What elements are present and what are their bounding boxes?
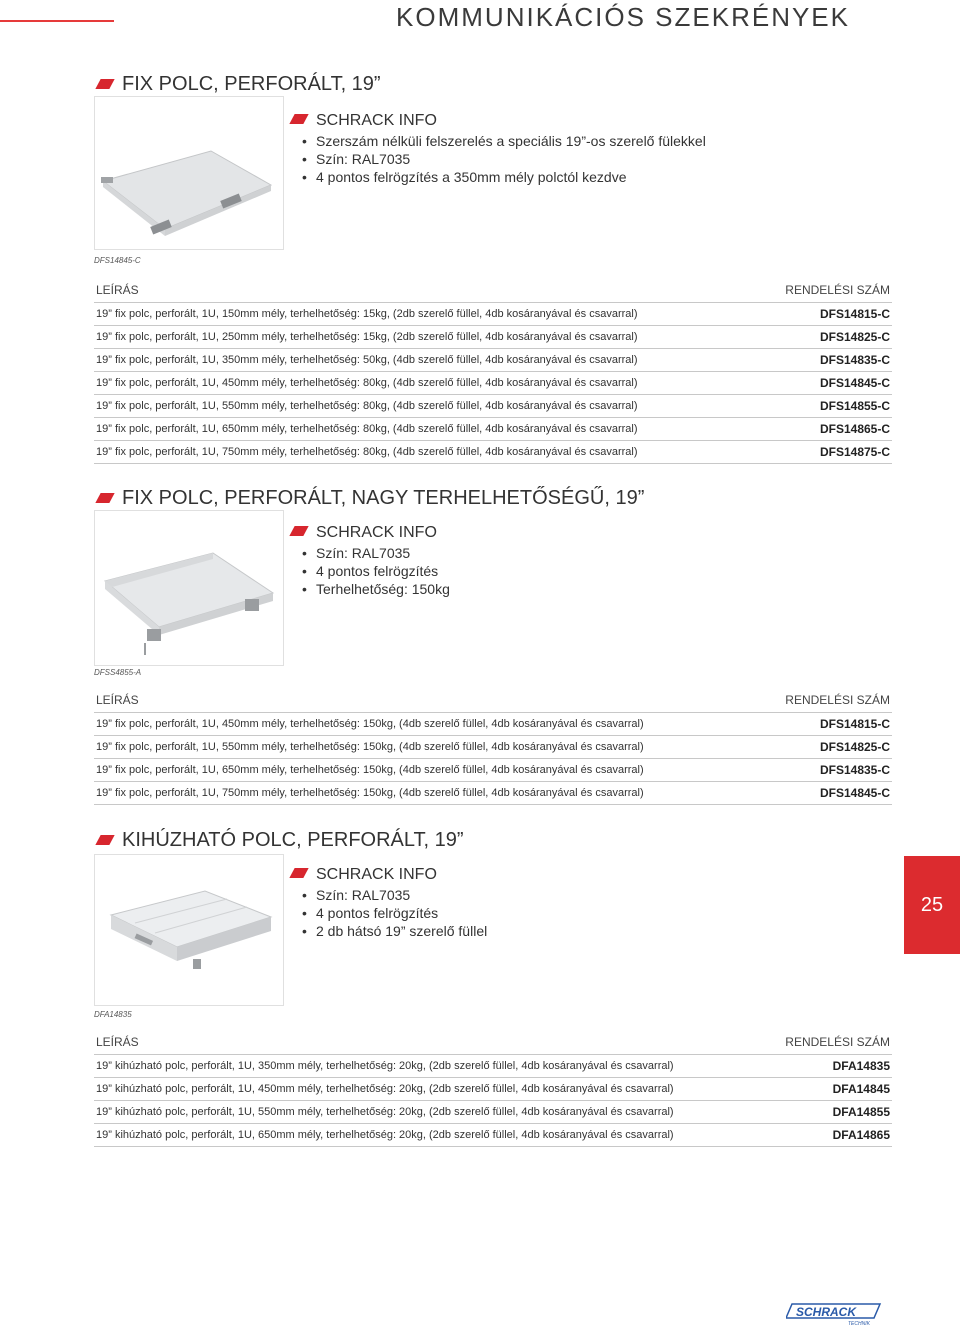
table-row: 19” kihúzható polc, perforált, 1U, 550mm mély, terhelhetőség: 20kg, (2db szerelő füllel, 4db kosáranyával és csavarral) DFA14855: [94, 1101, 892, 1124]
table-row: 19” fix polc, perforált, 1U, 750mm mély, terhelhetőség: 150kg, (4db szerelő füllel, 4db kosáranyával és csavarral) DFS14845-C: [94, 782, 892, 805]
image-caption: DFSS4855-A: [94, 668, 142, 677]
section-fix-polc: [94, 72, 892, 466]
section-title: FIX POLC, PERFORÁLT, 19”: [94, 72, 381, 96]
table-header: [94, 688, 892, 713]
top-accent-line: [0, 20, 114, 22]
page-title: KOMMUNIKÁCIÓS SZEKRÉNYEK: [396, 2, 850, 32]
bullet-mark-icon: [289, 526, 308, 536]
bullet-mark-icon: [95, 79, 114, 89]
table-row: 19” fix polc, perforált, 1U, 150mm mély, terhelhetőség: 15kg, (2db szerelő füllel, 4db kosáranyával és csavarral) DFS14815-C: [94, 303, 892, 326]
list-item: • Szín: RAL7035: [294, 886, 487, 904]
svg-text:TECHNIK: TECHNIK: [848, 1321, 870, 1326]
schrack-info: SCHRACK INFO • Szín: RAL7035 • 4 pontos felrögzítés • Terhelhetőség: 150kg: [294, 522, 450, 598]
table-header: [94, 1030, 892, 1055]
table-row: 19” kihúzható polc, perforált, 1U, 350mm mély, terhelhetőség: 20kg, (2db szerelő füllel, 4db kosáranyával és csavarral) DFA14835: [94, 1055, 892, 1078]
bullet-mark-icon: [95, 493, 114, 503]
list-item: • Szín: RAL7035: [294, 544, 450, 562]
table-row: 19” fix polc, perforált, 1U, 750mm mély, terhelhetőség: 80kg, (4db szerelő füllel, 4db kosáranyával és csavarral) DFS14875-C: [94, 441, 892, 464]
product-table: [94, 1030, 892, 1147]
table-row: 19” fix polc, perforált, 1U, 550mm mély, terhelhetőség: 80kg, (4db szerelő füllel, 4db kosáranyával és csavarral) DFS14855-C: [94, 395, 892, 418]
table-row: 19” fix polc, perforált, 1U, 350mm mély, terhelhetőség: 50kg, (4db szerelő füllel, 4db kosáranyával és csavarral) DFS14835-C: [94, 349, 892, 372]
list-item: • Szín: RAL7035: [294, 150, 706, 168]
bullet-mark-icon: [289, 868, 308, 878]
table-row: 19” fix polc, perforált, 1U, 450mm mély, terhelhetőség: 80kg, (4db szerelő füllel, 4db kosáranyával és csavarral) DFS14845-C: [94, 372, 892, 395]
column-header-desc: LEÍRÁS: [96, 693, 139, 707]
column-header-desc: LEÍRÁS: [96, 283, 139, 297]
schrack-logo: [786, 1302, 882, 1326]
section-kihuzhato-polc: [94, 828, 892, 1148]
bullet-mark-icon: [95, 835, 114, 845]
section-title: KIHÚZHATÓ POLC, PERFORÁLT, 19”: [94, 828, 464, 852]
section-title: FIX POLC, PERFORÁLT, NAGY TERHELHETŐSÉGŰ, 19”: [94, 486, 644, 510]
product-table: [94, 278, 892, 464]
column-header-desc: LEÍRÁS: [96, 1035, 139, 1049]
list-item: • 2 db hátsó 19” szerelő füllel: [294, 922, 487, 940]
info-list: [294, 886, 487, 940]
shelf-image-icon: [95, 511, 283, 665]
list-item: • 4 pontos felrögzítés: [294, 562, 450, 580]
column-header-code: RENDELÉSI SZÁM: [785, 693, 890, 707]
schrack-logo-icon: [786, 1302, 882, 1326]
table-row: 19” fix polc, perforált, 1U, 550mm mély, terhelhetőség: 150kg, (4db szerelő füllel, 4db kosáranyával és csavarral) DFS14825-C: [94, 736, 892, 759]
shelf-image-icon: [95, 97, 283, 249]
list-item: • 4 pontos felrögzítés a 350mm mély polctól kezdve: [294, 168, 706, 186]
list-item: • Terhelhetőség: 150kg: [294, 580, 450, 598]
product-image: [94, 510, 284, 666]
schrack-info: SCHRACK INFO • Szerszám nélküli felszerelés a speciális 19”-os szerelő fülekkel • Szín: RAL7035 • 4 pontos felrögzítés a 350mm mély polctól kezdve: [294, 110, 706, 186]
svg-text:SCHRACK: SCHRACK: [796, 1305, 856, 1319]
list-item: • 4 pontos felrögzítés: [294, 904, 487, 922]
bullet-mark-icon: [289, 114, 308, 124]
product-image: [94, 96, 284, 250]
column-header-code: RENDELÉSI SZÁM: [785, 1035, 890, 1049]
table-header: [94, 278, 892, 303]
product-table: [94, 688, 892, 805]
table-row: 19” kihúzható polc, perforált, 1U, 450mm mély, terhelhetőség: 20kg, (2db szerelő füllel, 4db kosáranyával és csavarral) DFA14845: [94, 1078, 892, 1101]
table-row: 19” fix polc, perforált, 1U, 250mm mély, terhelhetőség: 15kg, (2db szerelő füllel, 4db kosáranyával és csavarral) DFS14825-C: [94, 326, 892, 349]
column-header-code: RENDELÉSI SZÁM: [785, 283, 890, 297]
table-row: 19” fix polc, perforált, 1U, 650mm mély, terhelhetőség: 150kg, (4db szerelő füllel, 4db kosáranyával és csavarral) DFS14835-C: [94, 759, 892, 782]
info-list: [294, 544, 450, 598]
info-list: [294, 132, 706, 186]
image-caption: DFS14845-C: [94, 256, 141, 265]
image-caption: DFA14835: [94, 1010, 132, 1019]
section-fix-polc-nagy: [94, 486, 892, 806]
schrack-info: SCHRACK INFO • Szín: RAL7035 • 4 pontos felrögzítés • 2 db hátsó 19” szerelő füllel: [294, 864, 487, 940]
list-item: • Szerszám nélküli felszerelés a speciális 19”-os szerelő fülekkel: [294, 132, 706, 150]
table-row: 19” fix polc, perforált, 1U, 450mm mély, terhelhetőség: 150kg, (4db szerelő füllel, 4db kosáranyával és csavarral) DFS14815-C: [94, 713, 892, 736]
drawer-shelf-image-icon: [95, 855, 283, 1005]
table-row: 19” kihúzható polc, perforált, 1U, 650mm mély, terhelhetőség: 20kg, (2db szerelő füllel, 4db kosáranyával és csavarral) DFA14865: [94, 1124, 892, 1147]
table-row: 19” fix polc, perforált, 1U, 650mm mély, terhelhetőség: 80kg, (4db szerelő füllel, 4db kosáranyával és csavarral) DFS14865-C: [94, 418, 892, 441]
page-number-tab: 25: [904, 856, 960, 954]
product-image: [94, 854, 284, 1006]
